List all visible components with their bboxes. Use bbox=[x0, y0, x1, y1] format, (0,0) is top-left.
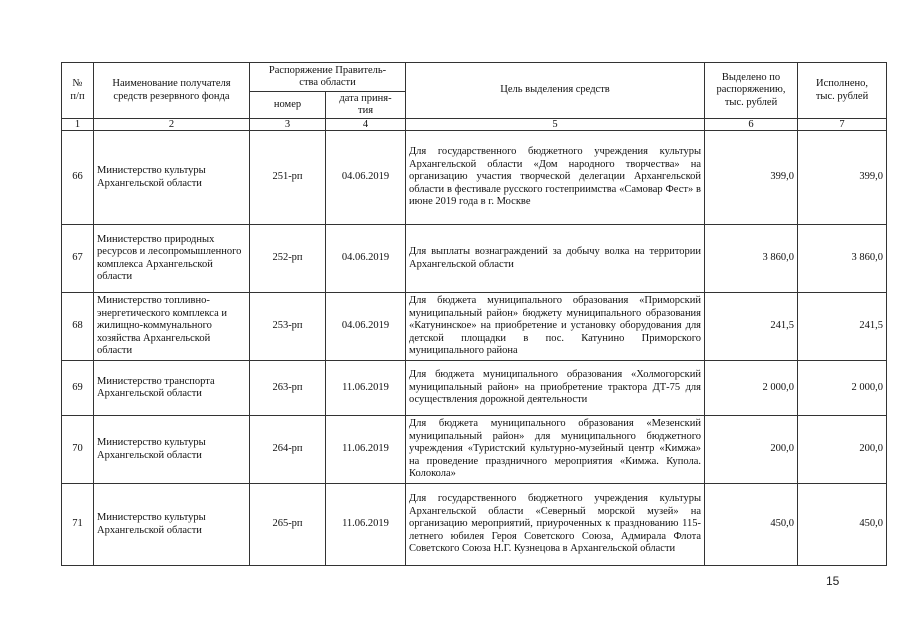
row-allocated: 2 000,0 bbox=[705, 361, 798, 416]
table-row bbox=[62, 225, 887, 293]
table-row bbox=[62, 416, 887, 484]
row-number: 69 bbox=[62, 361, 94, 416]
row-executed: 399,0 bbox=[798, 131, 887, 225]
column-number: 1 bbox=[62, 119, 94, 131]
row-order-number: 253-рп bbox=[250, 293, 326, 361]
row-order-date: 04.06.2019 bbox=[326, 131, 406, 225]
row-order-number: 263-рп bbox=[250, 361, 326, 416]
row-order-date: 11.06.2019 bbox=[326, 416, 406, 484]
row-order-date: 11.06.2019 bbox=[326, 484, 406, 566]
row-executed: 2 000,0 bbox=[798, 361, 887, 416]
row-allocated: 241,5 bbox=[705, 293, 798, 361]
row-recipient: Министерство культуры Архангельской области bbox=[94, 484, 250, 566]
row-order-number: 264-рп bbox=[250, 416, 326, 484]
row-recipient: Министерство природных ресурсов и лесопромышленного комплекса Архангельской области bbox=[94, 225, 250, 293]
row-number: 70 bbox=[62, 416, 94, 484]
table-header-row bbox=[62, 63, 887, 92]
row-executed: 241,5 bbox=[798, 293, 887, 361]
row-number: 68 bbox=[62, 293, 94, 361]
header-order-number: номер bbox=[250, 92, 326, 119]
column-number: 6 bbox=[705, 119, 798, 131]
header-allocated: Выделено по распоряжению, тыс. рублей bbox=[705, 63, 798, 119]
row-purpose: Для бюджета муниципального образования «Холмогорский муниципальный район» на приобретение трактора ДТ-75 для осуществления дорожной деятельности bbox=[406, 361, 705, 416]
row-executed: 450,0 bbox=[798, 484, 887, 566]
row-recipient: Министерство транспорта Архангельской области bbox=[94, 361, 250, 416]
reserve-fund-table bbox=[61, 62, 887, 566]
row-recipient: Министерство топливно-энергетического комплекса и жилищно-коммунального хозяйства Архангельской области bbox=[94, 293, 250, 361]
row-order-date: 04.06.2019 bbox=[326, 225, 406, 293]
header-order-group: Распоряжение Правитель- ства области bbox=[250, 63, 406, 92]
row-purpose: Для государственного бюджетного учреждения культуры Архангельской области «Дом народного творчества» на организацию участия творческой делегации Архангельской области в фестивале русского гостеприимства «Самовар Фест» в июне 2019 года в г. Москве bbox=[406, 131, 705, 225]
header-number: № п/п bbox=[62, 63, 94, 119]
column-number: 2 bbox=[94, 119, 250, 131]
column-number: 5 bbox=[406, 119, 705, 131]
row-allocated: 200,0 bbox=[705, 416, 798, 484]
table-row bbox=[62, 131, 887, 225]
header-purpose: Цель выделения средств bbox=[406, 63, 705, 119]
row-executed: 3 860,0 bbox=[798, 225, 887, 293]
row-purpose: Для бюджета муниципального образования «Мезенский муниципальный район» для муниципального бюджетного учреждения «Туристский культурно-музейный центр «Кимжа» на проведение праздничного мероприятия «Кимжа. Купола. Колокола» bbox=[406, 416, 705, 484]
page-number: 15 bbox=[826, 574, 840, 588]
row-number: 67 bbox=[62, 225, 94, 293]
column-number: 3 bbox=[250, 119, 326, 131]
row-executed: 200,0 bbox=[798, 416, 887, 484]
row-order-number: 252-рп bbox=[250, 225, 326, 293]
header-executed: Исполнено, тыс. рублей bbox=[798, 63, 887, 119]
row-allocated: 3 860,0 bbox=[705, 225, 798, 293]
row-order-number: 265-рп bbox=[250, 484, 326, 566]
row-allocated: 399,0 bbox=[705, 131, 798, 225]
column-number: 4 bbox=[326, 119, 406, 131]
header-recipient: Наименование получателя средств резервного фонда bbox=[94, 63, 250, 119]
row-recipient: Министерство культуры Архангельской области bbox=[94, 131, 250, 225]
row-order-number: 251-рп bbox=[250, 131, 326, 225]
row-purpose: Для выплаты вознаграждений за добычу волка на территории Архангельской области bbox=[406, 225, 705, 293]
row-number: 71 bbox=[62, 484, 94, 566]
row-recipient: Министерство культуры Архангельской области bbox=[94, 416, 250, 484]
row-allocated: 450,0 bbox=[705, 484, 798, 566]
row-number: 66 bbox=[62, 131, 94, 225]
table-row bbox=[62, 484, 887, 566]
row-order-date: 11.06.2019 bbox=[326, 361, 406, 416]
table-row bbox=[62, 361, 887, 416]
row-order-date: 04.06.2019 bbox=[326, 293, 406, 361]
row-purpose: Для государственного бюджетного учреждения культуры Архангельской области «Северный морской музей» на организацию мероприятий, приуроченных к празднованию 115-летнего юбилея Героя Советского Союза, Адмирала Флота Советского Союза Н.Г. Кузнецова в Архангельской области bbox=[406, 484, 705, 566]
table-row bbox=[62, 293, 887, 361]
column-number: 7 bbox=[798, 119, 887, 131]
column-number-row bbox=[62, 119, 887, 131]
header-order-date: дата приня- тия bbox=[326, 92, 406, 119]
row-purpose: Для бюджета муниципального образования «Приморский муниципальный район» бюджету муниципального образования «Катунинское» на приобретение и установку оборудования для детской площадки в пос. Катунино Приморского муниципального района bbox=[406, 293, 705, 361]
